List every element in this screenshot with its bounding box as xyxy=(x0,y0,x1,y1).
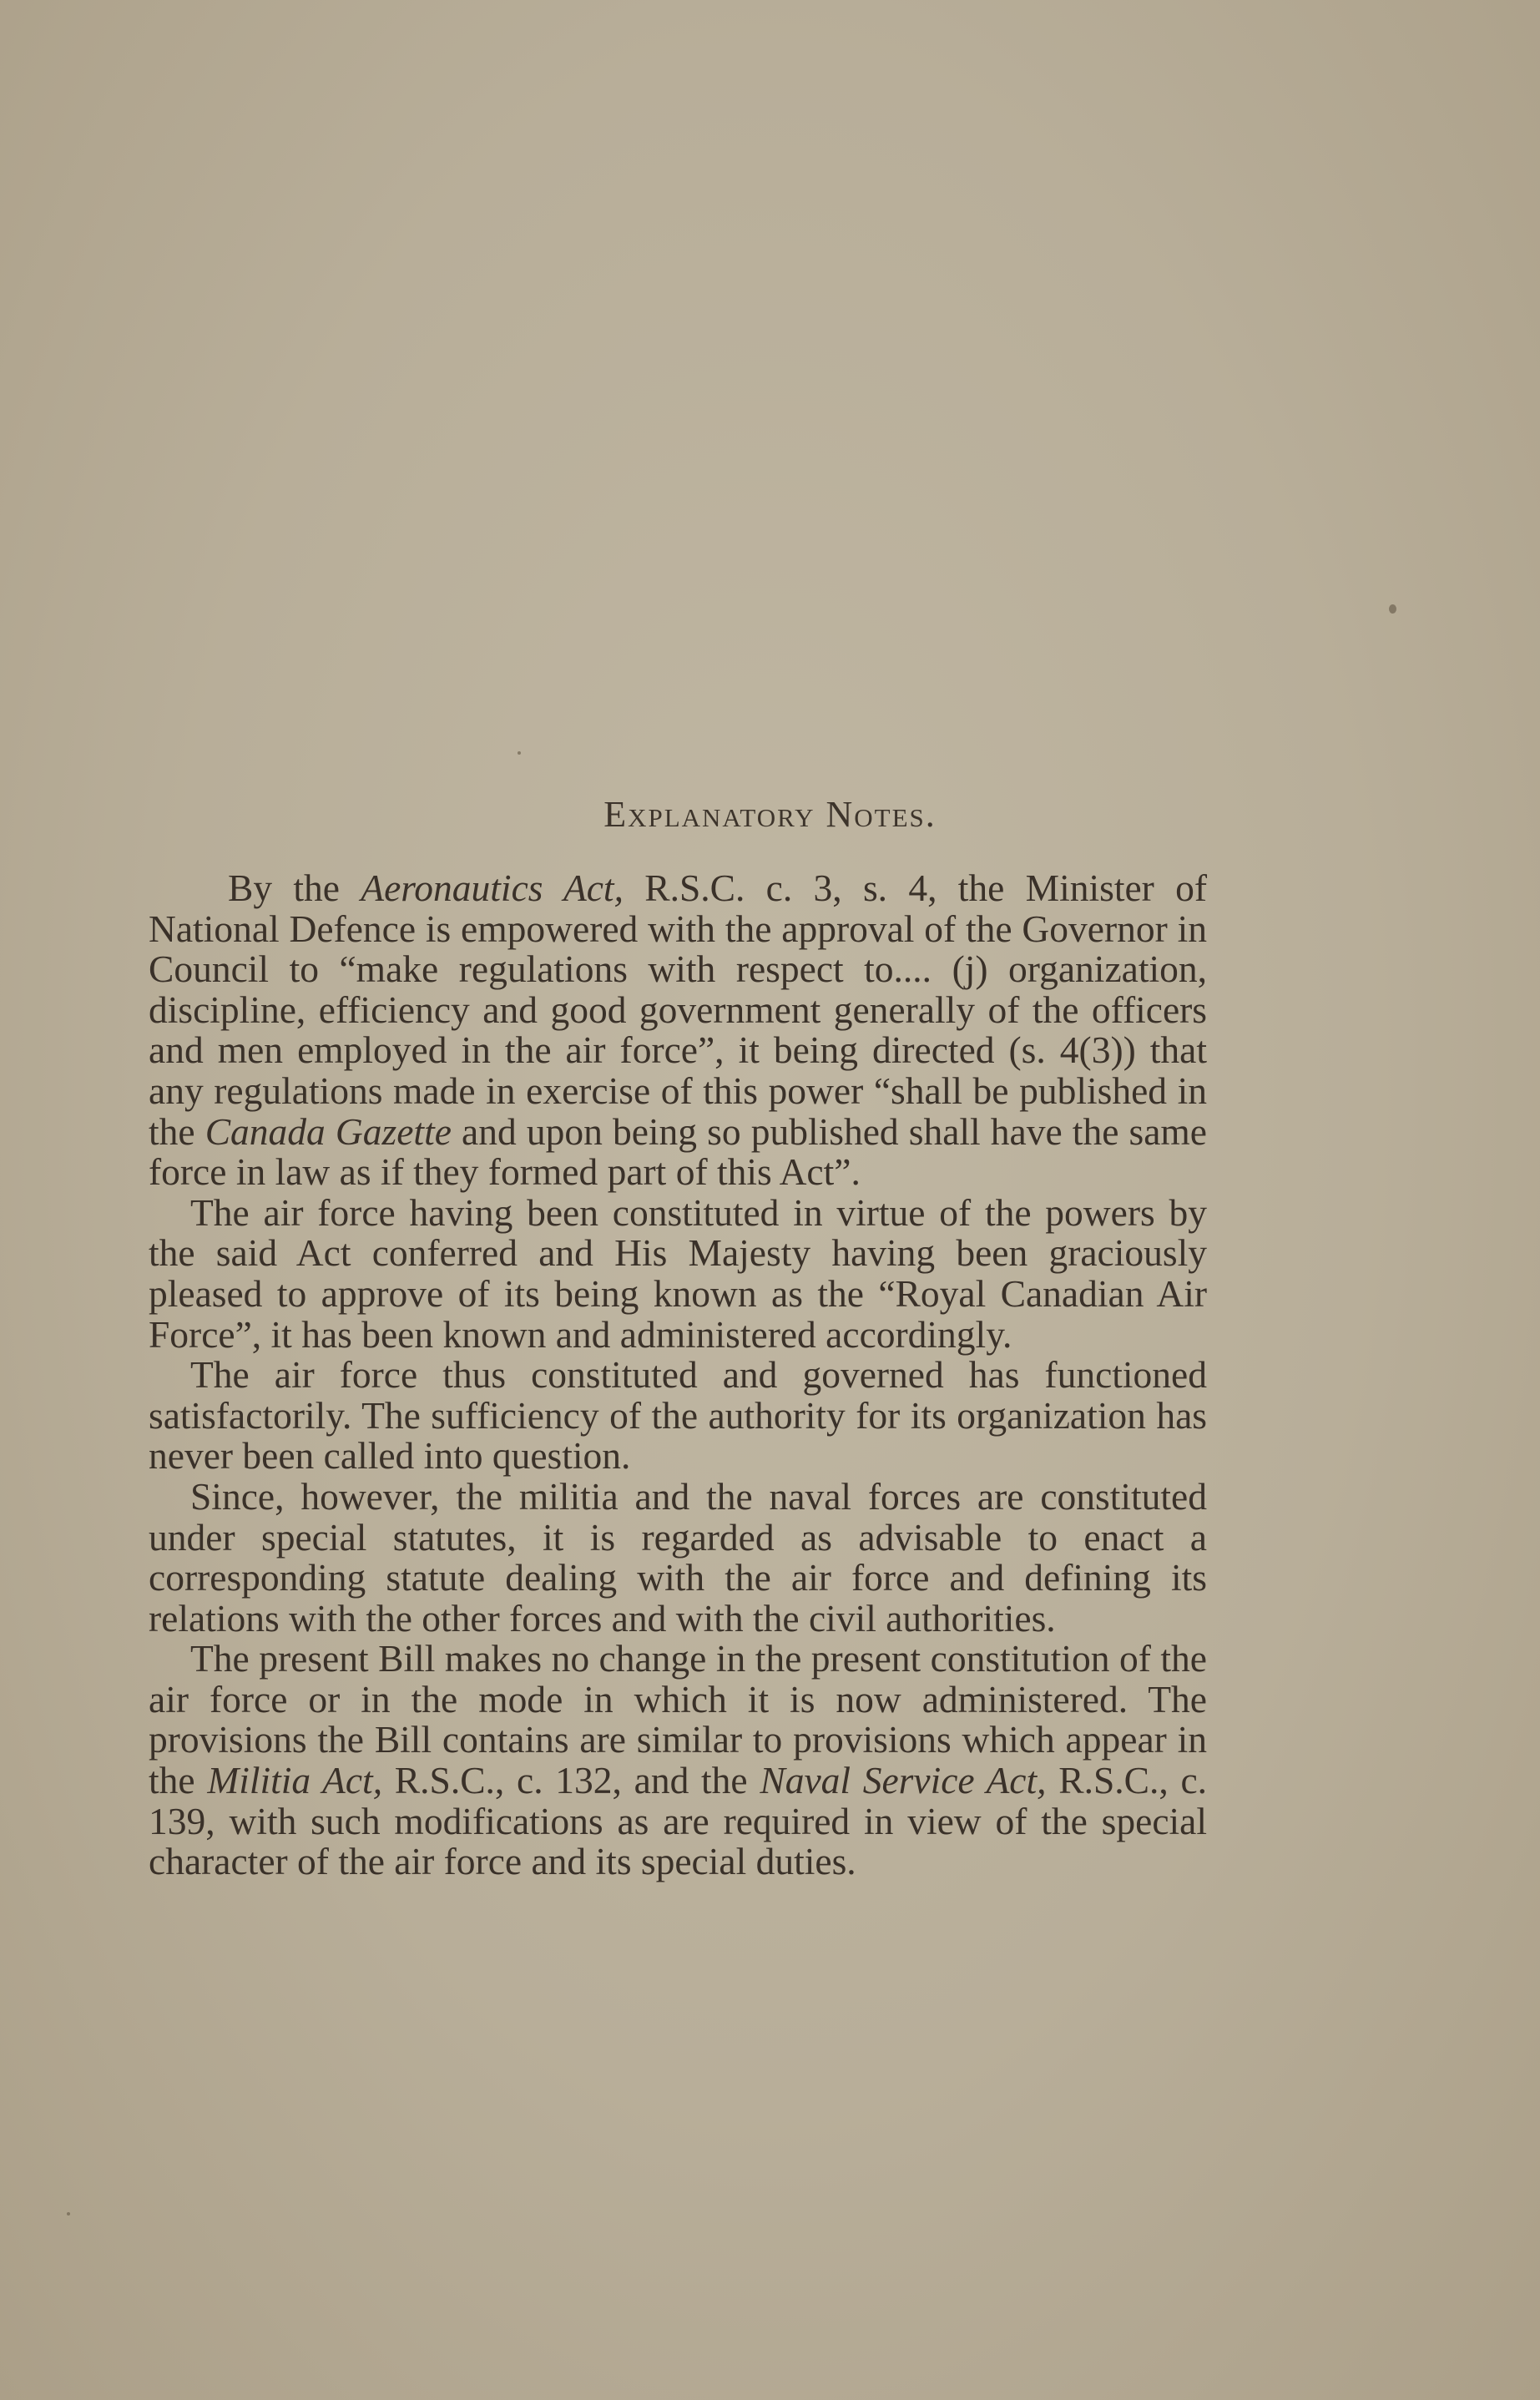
paragraph-1 xyxy=(149,868,1207,1193)
paragraph-4 xyxy=(149,1474,1207,1640)
paragraph-text: R.S.C. c. 3, s. 4, the Minister of National Defence is empowered with the approval of the Governor in Council to “make regulations with respect to.... (j) organization, discipline, efficiency and good government generally of the officers and men employed in the air force”, it being directed (s. 4(3)) that any regulations made in exercise of this power “shall be published in the xyxy=(149,867,1208,1153)
paragraph-text: The air force having been constituted in virtue of the powers by the said Act conferred and His Majesty having been graciously pleased to approve of its being known as the “Royal Canadian Air Force”, it has been known and administered accordingly. xyxy=(149,1190,1207,1356)
paper-speck xyxy=(518,751,521,755)
paper-speck xyxy=(67,2212,70,2216)
paragraph-text: The present Bill makes no change in the present constitution of the air force or in the mode in which it is now administered. The provisions the Bill contains are similar to provisions which appear in the xyxy=(149,1637,1207,1802)
paragraph-text: and upon being so published shall have the same force in law as if they formed part of this Act”. xyxy=(149,1109,1207,1194)
paragraph-text: The air force thus constituted and governed has functioned satisfactorily. The sufficiency of the authority for its organization has never been called into question. xyxy=(149,1353,1207,1478)
paragraph-text: R.S.C., c. 139, with such modifications as are required in view of the special character of the air force and its special duties. xyxy=(149,1759,1208,1883)
paragraph-text: Since, however, the militia and the naval forces are constituted under special statutes, it is regarded as advisable to enact a corresponding statute dealing with the air force and defining its relations with the other forces and with the civil authorities. xyxy=(149,1474,1207,1640)
italic-title-text: Naval Service Act, xyxy=(760,1759,1047,1802)
italic-title-text: Militia Act, xyxy=(207,1759,383,1802)
paragraph-text: By the xyxy=(228,867,361,909)
paper-speck xyxy=(1389,604,1396,614)
document-heading: Explanatory Notes. xyxy=(603,794,937,835)
italic-title-text: Canada Gazette xyxy=(204,1109,452,1153)
italic-title-text: Aeronautics Act, xyxy=(361,867,624,909)
paragraph-text: R.S.C., c. 132, and the xyxy=(382,1759,760,1802)
paragraph-2 xyxy=(149,1190,1207,1356)
paragraph-3 xyxy=(149,1355,1207,1477)
paragraph-5 xyxy=(149,1639,1207,1882)
document-body xyxy=(149,868,1207,1882)
